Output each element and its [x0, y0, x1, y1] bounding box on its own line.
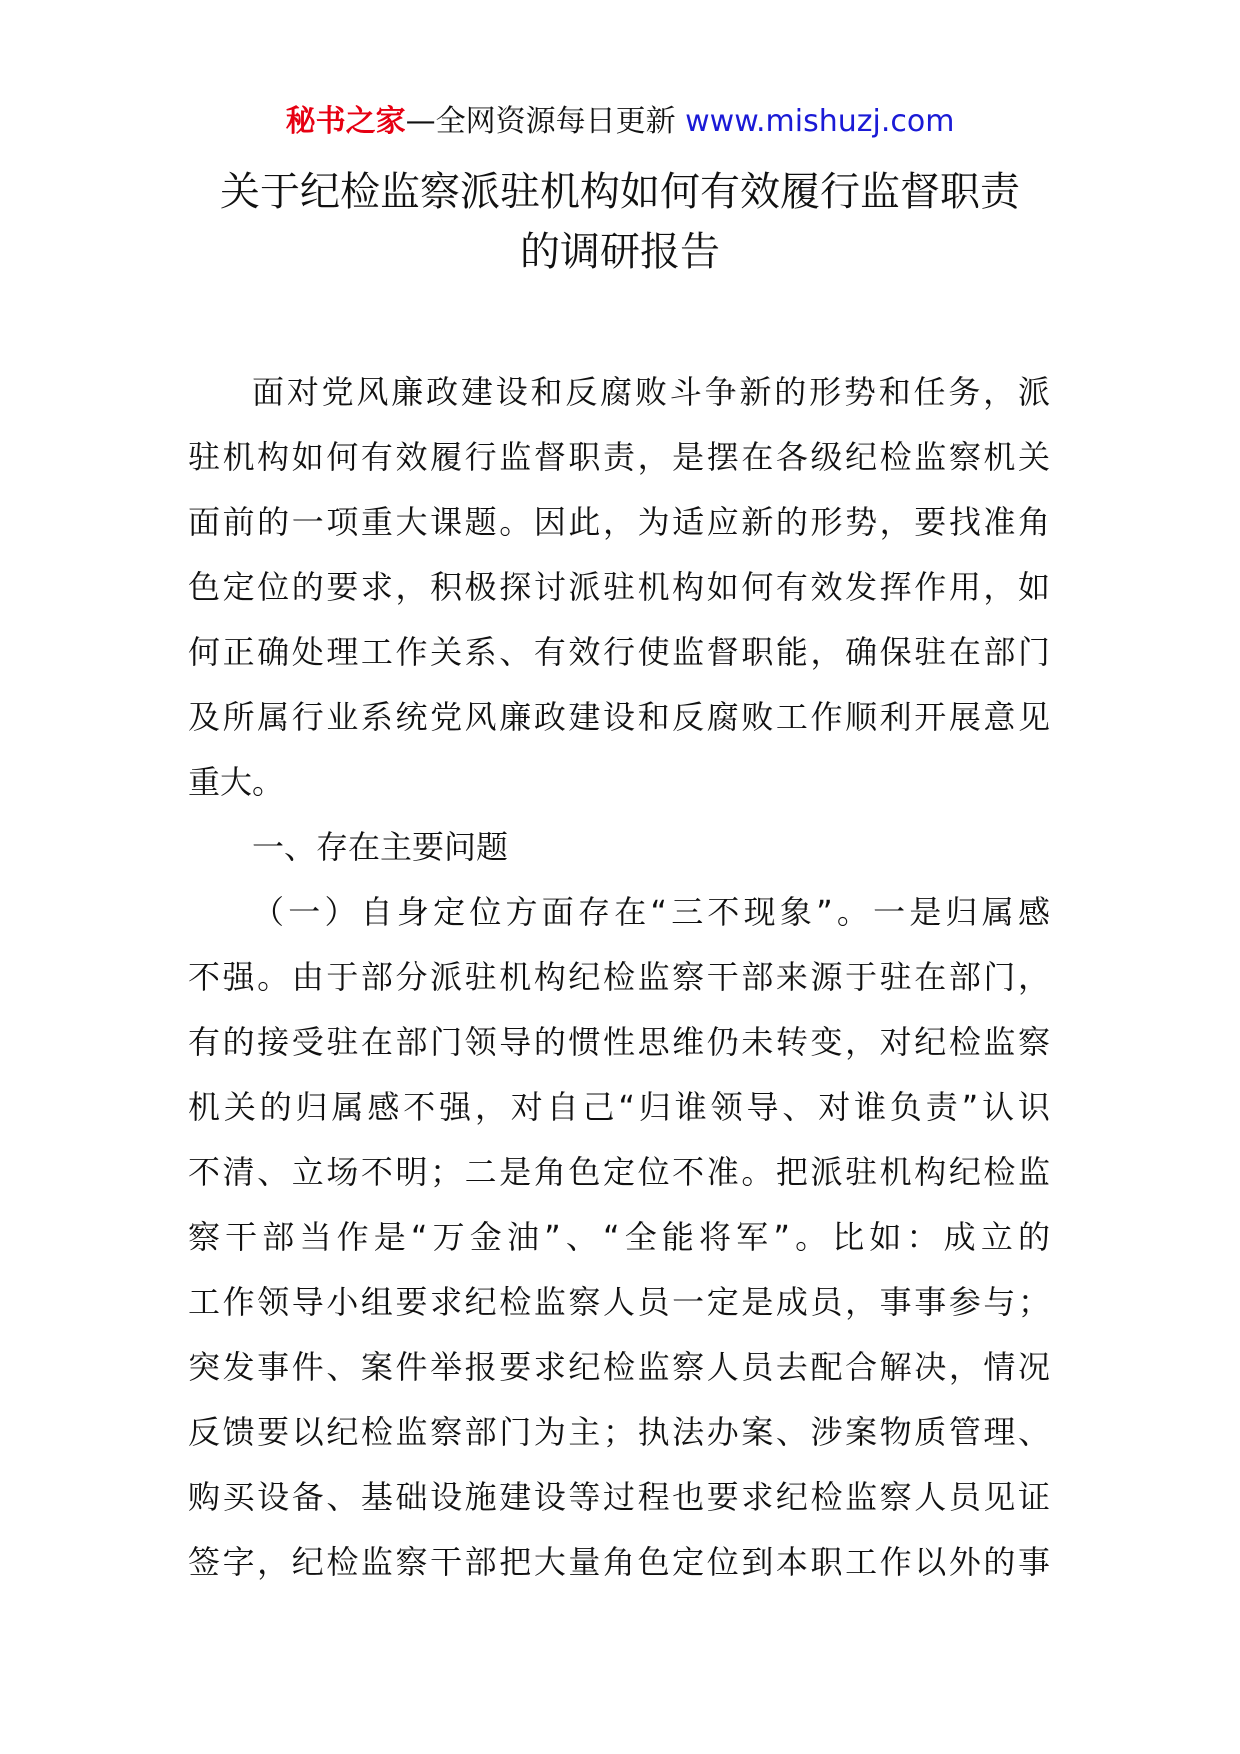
- title-line: 的调研报告: [520, 229, 720, 275]
- paragraph-line: 签字，纪检监察干部把大量角色定位到本职工作以外的事: [188, 1543, 1050, 1581]
- site-tagline: —全网资源每日更新: [405, 104, 676, 139]
- site-url-link[interactable]: www.mishuzj.com: [685, 104, 955, 139]
- paragraph-line: 有的接受驻在部门领导的惯性思维仍未转变，对纪检监察: [188, 1023, 1050, 1061]
- paragraph-line: 及所属行业系统党风廉政建设和反腐败工作顺利开展意见: [188, 698, 1050, 736]
- paragraph-line: 机关的归属感不强，对自己“归谁领导、对谁负责”认识: [188, 1088, 1050, 1126]
- paragraph-line: 重大。: [188, 763, 285, 801]
- paragraph-line: 面前的一项重大课题。因此，为适应新的形势，要找准角: [188, 503, 1050, 541]
- paragraph-line: 反馈要以纪检监察部门为主；执法办案、涉案物质管理、: [188, 1413, 1050, 1451]
- paragraph-line: 察干部当作是“万金油”、“全能将军”。比如：成立的: [188, 1218, 1050, 1256]
- site-header: [0, 100, 1240, 144]
- paragraph-line: 购买设备、基础设施建设等过程也要求纪检监察人员见证: [188, 1478, 1050, 1516]
- brand-name: 秘书之家: [285, 104, 406, 139]
- title-line: 关于纪检监察派驻机构如何有效履行监督职责: [220, 169, 1020, 215]
- document-title: [150, 162, 1090, 282]
- paragraph-line: 何正确处理工作关系、有效行使监督职能，确保驻在部门: [188, 633, 1050, 671]
- paragraph-line: 不清、立场不明；二是角色定位不准。把派驻机构纪检监: [188, 1153, 1050, 1191]
- paragraph-line: 突发事件、案件举报要求纪检监察人员去配合解决，情况: [188, 1348, 1050, 1386]
- document-body: [188, 360, 1050, 1595]
- section-heading: 一、存在主要问题: [252, 828, 509, 866]
- paragraph-line: （一）自身定位方面存在“三不现象”。一是归属感: [252, 893, 1050, 931]
- paragraph-line: 不强。由于部分派驻机构纪检监察干部来源于驻在部门，: [188, 958, 1050, 996]
- paragraph-line: 色定位的要求，积极探讨派驻机构如何有效发挥作用，如: [188, 568, 1050, 606]
- paragraph-line: 工作领导小组要求纪检监察人员一定是成员，事事参与；: [188, 1283, 1050, 1321]
- paragraph-line: 面对党风廉政建设和反腐败斗争新的形势和任务，派: [252, 373, 1050, 411]
- paragraph-line: 驻机构如何有效履行监督职责，是摆在各级纪检监察机关: [188, 438, 1050, 476]
